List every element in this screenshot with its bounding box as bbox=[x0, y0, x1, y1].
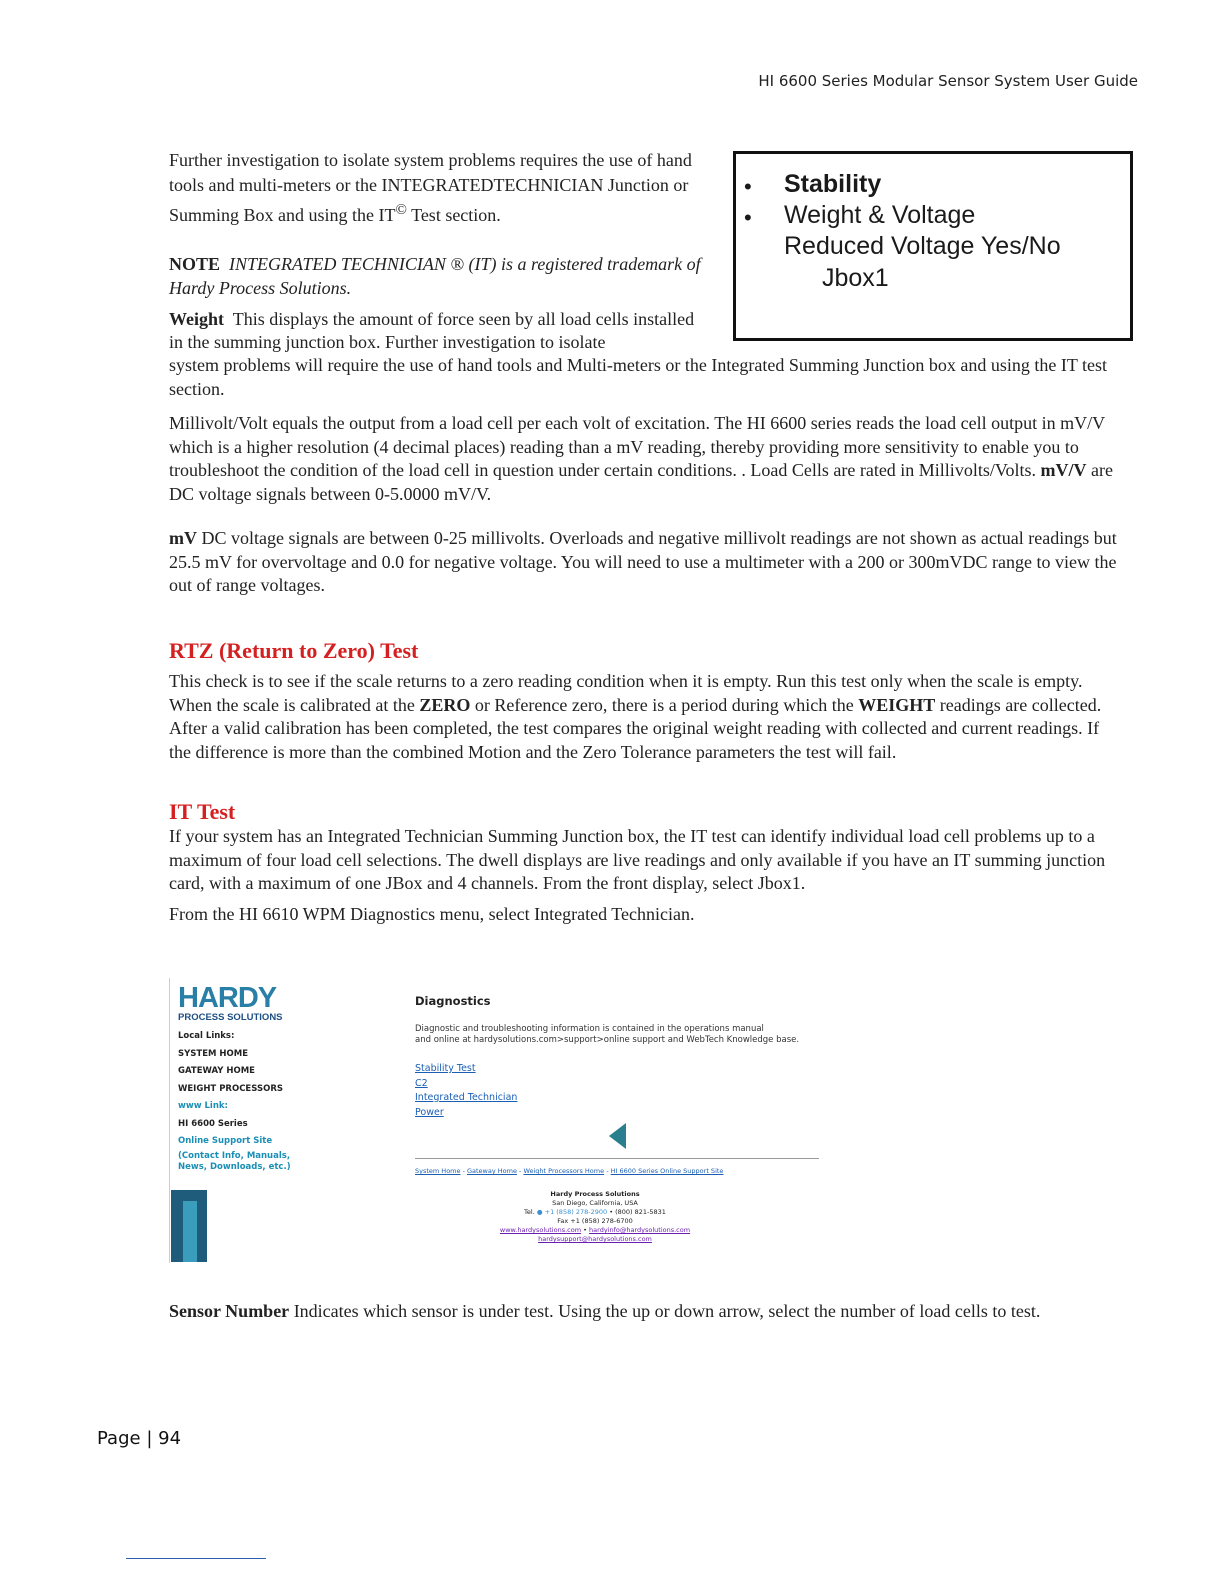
footer-link-support[interactable]: HI 6600 Series Online Support Site bbox=[610, 1167, 724, 1175]
decorative-bar bbox=[183, 1201, 197, 1262]
footer-link-weight-processors[interactable]: Weight Processors Home bbox=[523, 1167, 605, 1175]
mv-paragraph: mV DC voltage signals are between 0-25 millivolts. Overloads and negative millivolt readings are not shown as actual readings but 25.5 mV for overvoltage and 0.0 for negative voltage. You will need to use a multimeter with a 200 or 300mVDC range to view the out of range voltages. bbox=[169, 528, 1117, 595]
divider bbox=[415, 1158, 819, 1159]
note-text: INTEGRATED TECHNICIAN ® (IT) is a registered trademark of Hardy Process Solutions. bbox=[169, 254, 701, 298]
screenshot-sidebar bbox=[169, 978, 291, 1263]
it-paragraph-2: From the HI 6610 WPM Diagnostics menu, select Integrated Technician. bbox=[169, 904, 695, 924]
sidebar-item-hi6600[interactable]: HI 6600 Series bbox=[178, 1118, 248, 1129]
sensor-number-paragraph: Sensor Number Indicates which sensor is under test. Using the up or down arrow, select the number of load cells to test. bbox=[169, 1301, 1041, 1321]
email-support-link[interactable]: hardysupport@hardysolutions.com bbox=[538, 1235, 652, 1243]
diagnostics-links bbox=[415, 1062, 517, 1120]
intro-paragraph: Further investigation to isolate system problems requires the use of hand tools and multi-meters or the INTEGRATEDTECHNICIAN Junction or Summing Box and using the IT© Test section. bbox=[169, 150, 692, 225]
bullet-icon: • bbox=[744, 205, 752, 230]
sidebar-item-support[interactable]: Online Support Site (Contact Info, Manuals, News, Downloads, etc.) bbox=[178, 1136, 291, 1172]
bullet-icon: • bbox=[744, 174, 752, 199]
intro-section bbox=[169, 148, 704, 354]
copyright-mark: © bbox=[395, 202, 407, 218]
footer-link-gateway-home[interactable]: Gateway Home bbox=[466, 1167, 517, 1175]
footnote-rule bbox=[126, 1558, 266, 1559]
weight-paragraph: Weight This displays the amount of force seen by all load cells installed in the summing junction box. Further investigation to isolate bbox=[169, 309, 695, 352]
rtz-paragraph: This check is to see if the scale returns to a zero reading condition when it is empty. Run this test only when the scale is empty. When the scale is calibrated at the ZERO or Reference zero, there is a period during which the WEIGHT readings are collected. After a valid calibration has been completed, the test compares the original weight reading with collected and current readings. If the difference is more than the combined Motion and the Zero Tolerance parameters the test will fail. bbox=[169, 671, 1102, 762]
menu-display-box bbox=[733, 151, 1133, 341]
page-number: 94 bbox=[158, 1428, 182, 1449]
page-footer: Page | 94 bbox=[97, 1428, 182, 1449]
sensor-label: Sensor Number bbox=[169, 1301, 290, 1321]
note-paragraph bbox=[169, 252, 704, 300]
sidebar-item-gateway-home[interactable]: GATEWAY HOME bbox=[178, 1066, 255, 1076]
weight-label: Weight bbox=[169, 309, 225, 329]
it-paragraph: If your system has an Integrated Technician Summing Junction box, the IT test can identify individual load cell problems up to a maximum of four load cell selections. The dwell displays are live readings and only available if you have an IT summing junction card, with a maximum of one JBox and 4 channels. From the front display, select Jbox1. bbox=[169, 826, 1106, 893]
back-arrow-icon[interactable] bbox=[609, 1123, 626, 1149]
rtz-heading: RTZ (Return to Zero) Test bbox=[169, 638, 419, 663]
menu-item-jbox1: Jbox1 bbox=[822, 264, 889, 292]
www-link-label: www Link: bbox=[178, 1101, 228, 1111]
link-c2[interactable]: C2 bbox=[415, 1077, 428, 1089]
it-heading: IT Test bbox=[169, 799, 236, 824]
diagnostics-description: Diagnostic and troubleshooting information is contained in the operations manual and online at hardysolutions.com>support>online support and WebTech Knowledge base. bbox=[415, 1024, 800, 1045]
sidebar-item-weight-processors[interactable]: WEIGHT PROCESSORS bbox=[178, 1083, 283, 1094]
menu-item-stability: Stability bbox=[784, 170, 882, 198]
sidebar-links bbox=[178, 1028, 291, 1173]
diagnostics-title: Diagnostics bbox=[415, 994, 491, 1008]
email-info-link[interactable]: hardyinfo@hardysolutions.com bbox=[589, 1226, 691, 1234]
contact-block: Hardy Process Solutions San Diego, California, USA Tel. ● +1 (858) 278-2900 • (800) 821-5831 Fax +1 (858) 278-6700 www.hardysolutions.com • hardyinfo@hardysolutions.com hardysupport@hardysolutions.com bbox=[499, 1190, 691, 1243]
link-stability-test[interactable]: Stability Test bbox=[415, 1063, 476, 1074]
page-header: HI 6600 Series Modular Sensor System User Guide bbox=[758, 72, 1138, 90]
menu-item-reduced-voltage: Reduced Voltage Yes/No bbox=[784, 232, 1061, 260]
menu-item-weight-voltage: Weight & Voltage bbox=[784, 201, 976, 229]
mvv-paragraph: Millivolt/Volt equals the output from a load cell per each volt of excitation. The HI 6600 series reads the load cell output in mV/V which is a higher resolution (4 decimal places) reading than a mV reading, thereby providing more sensitivity to enable you to troubleshoot the condition of the load cell in question under certain conditions. . Load Cells are rated in Millivolts/Volts. mV/V are DC voltage signals between 0-5.0000 mV/V. bbox=[169, 413, 1113, 504]
hardy-logo: HARDY PROCESS SOLUTIONS bbox=[178, 982, 283, 1023]
footer-link-system-home[interactable]: System Home bbox=[415, 1167, 461, 1175]
footer-links: System Home - Gateway Home - Weight Processors Home - HI 6600 Series Online Support Site bbox=[415, 1167, 724, 1175]
mvv-bold: mV/V bbox=[1040, 460, 1087, 480]
diagnostics-screenshot bbox=[169, 978, 829, 1268]
link-integrated-technician[interactable]: Integrated Technician bbox=[415, 1092, 518, 1103]
note-label: NOTE bbox=[169, 254, 221, 274]
weight-continuation: system problems will require the use of hand tools and Multi-meters or the Integrated Summing Junction box and using the IT test section. bbox=[169, 355, 1108, 399]
sidebar-item-system-home[interactable]: SYSTEM HOME bbox=[178, 1048, 249, 1059]
mv-bold: mV bbox=[169, 528, 197, 548]
website-link[interactable]: www.hardysolutions.com bbox=[499, 1226, 582, 1234]
local-links-label: Local Links: bbox=[178, 1031, 235, 1041]
link-power[interactable]: Power bbox=[415, 1106, 444, 1118]
phone-icon: ● bbox=[536, 1208, 543, 1216]
